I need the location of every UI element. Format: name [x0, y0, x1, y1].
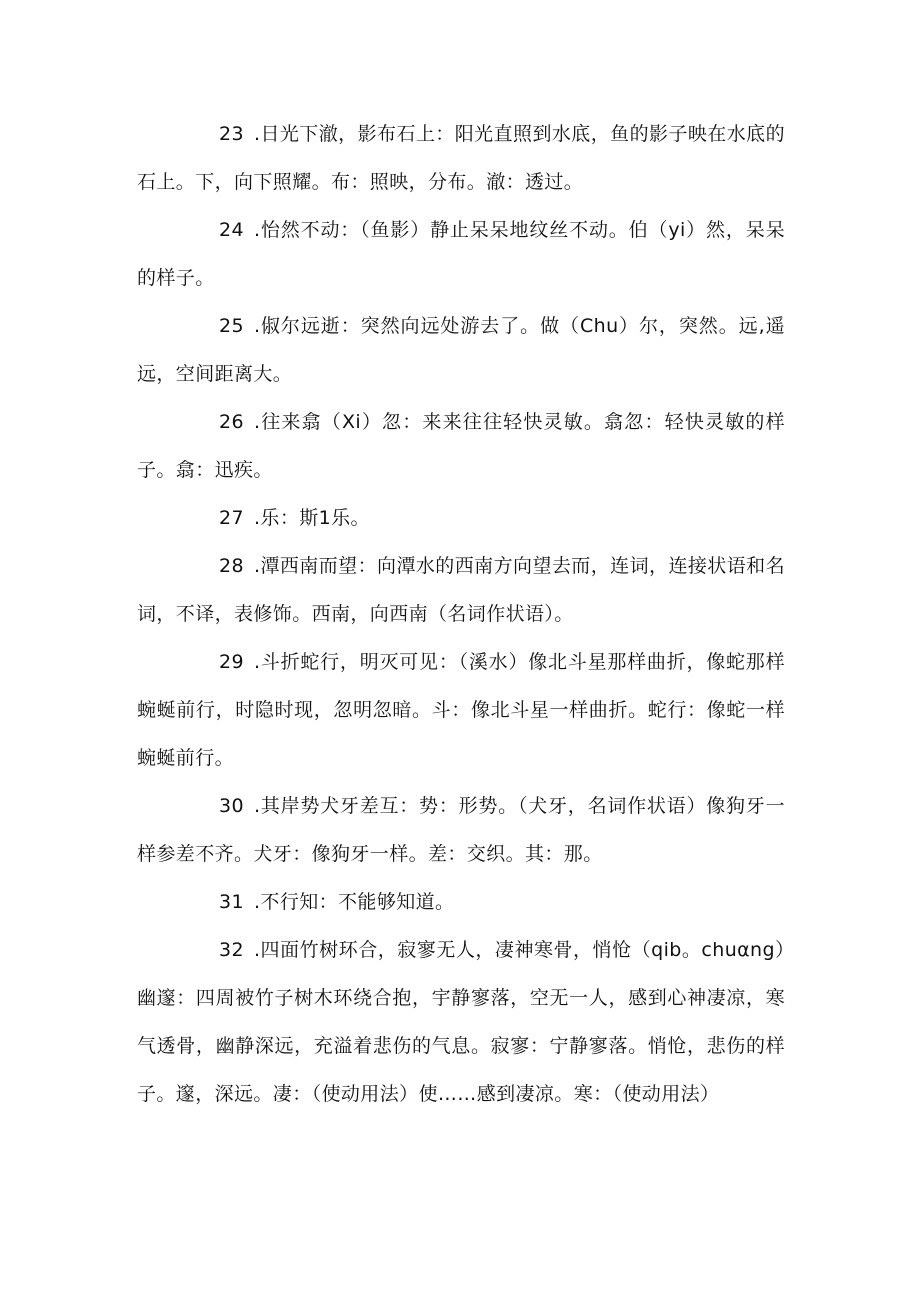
paragraph-number: 26	[219, 411, 244, 433]
paragraph-number: 30	[219, 795, 244, 817]
paragraph-number: 28	[219, 555, 244, 577]
paragraph-32	[137, 926, 785, 1118]
paragraph-29	[137, 638, 785, 782]
paragraph-text: .潭西南而望：向潭水的西南方向望去而，连词，连接状语和名词，不译，表修饰。西南，向西南（名词作状语）。	[137, 555, 785, 625]
paragraph-23	[137, 110, 785, 206]
paragraph-number: 29	[219, 651, 244, 673]
paragraph-30	[137, 782, 785, 878]
paragraph-number: 23	[219, 123, 244, 145]
paragraph-text: .四面竹树环合，寂寥无人，凄神寒骨，悄怆（qib。chuαng）幽邃：四周被竹子树木环绕合抱，宇静寥落，空无一人，感到心神凄凉，寒气透骨，幽静深远，充溢着悲伤的气息。寂寥：宁静寥落。悄怆，悲伤的样子。邃，深远。凄：（使动用法）使……感到凄凉。寒：（使动用法）	[137, 939, 785, 1105]
paragraph-number: 24	[219, 219, 244, 241]
paragraph-25	[137, 302, 785, 398]
paragraph-text: .日光下澈，影布石上：阳光直照到水底，鱼的影子映在水底的石上。下，向下照耀。布：照映，分布。澈：透过。	[137, 123, 785, 193]
paragraph-24	[137, 206, 785, 302]
paragraph-26	[137, 398, 785, 494]
paragraph-number: 32	[219, 939, 244, 961]
paragraph-text: .斗折蛇行，明灭可见：（溪水）像北斗星那样曲折，像蛇那样蜿蜒前行，时隐时现，忽明忽暗。斗：像北斗星一样曲折。蛇行：像蛇一样蜿蜒前行。	[137, 651, 785, 769]
paragraph-27	[137, 494, 785, 542]
paragraph-text: .其岸势犬牙差互：势：形势。（犬牙，名词作状语）像狗牙一样参差不齐。犬牙：像狗牙一样。差：交织。其：那。	[137, 795, 785, 865]
paragraph-number: 27	[219, 507, 244, 529]
paragraph-text: .不行知：不能够知道。	[253, 891, 455, 913]
paragraph-text: .往来翕（Xi）忽：来来往往轻快灵敏。翕忽：轻快灵敏的样子。翕：迅疾。	[137, 411, 785, 481]
paragraph-number: 25	[219, 315, 244, 337]
paragraph-text: .怡然不动：（鱼影）静止呆呆地纹丝不动。伯（yi）然，呆呆的样子。	[137, 219, 785, 289]
paragraph-number: 31	[219, 891, 244, 913]
document-body	[137, 110, 785, 1118]
paragraph-text: .乐：斯1乐。	[253, 507, 370, 529]
paragraph-text: .俶尔远逝：突然向远处游去了。做（Chu）尔，突然。远,遥远，空间距离大。	[137, 315, 785, 385]
paragraph-28	[137, 542, 785, 638]
paragraph-31	[137, 878, 785, 926]
